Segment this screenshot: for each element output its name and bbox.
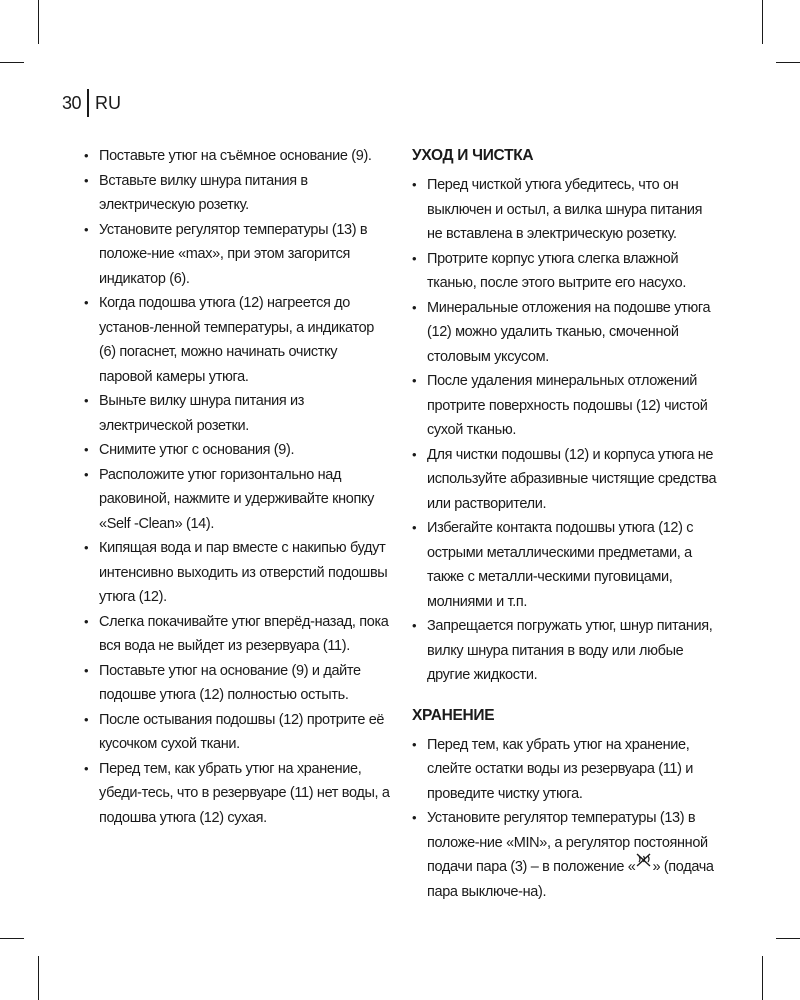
crop-mark-right-upper [776, 62, 800, 63]
list-item: • Выньте вилку шнура питания из электрической розетки. [84, 389, 390, 438]
list-item: • Минеральные отложения на подошве утюга (12) можно удалить тканью, смоченной столовым уксусом. [412, 296, 717, 370]
list-item: • Перед тем, как убрать утюг на хранение, слейте остатки воды из резервуара (11) и проведите чистку утюга. [412, 733, 717, 807]
list-item: • Поставьте утюг на съёмное основание (9). [84, 144, 390, 169]
right-column [412, 144, 717, 904]
storage-item-text-end: » (подача пара выключе-на). [427, 859, 714, 900]
list-item: • Перед тем, как убрать утюг на хранение, убеди-тесь, что в резервуаре (11) нет воды, а подошва утюга (12) сухая. [84, 757, 390, 831]
language-label: RU [95, 92, 122, 113]
list-item: • Снимите утюг с основания (9). [84, 438, 390, 463]
list-item: • Для чистки подошвы (12) и корпуса утюга не используйте абразивные чистящие средства или растворители. [412, 443, 717, 517]
page-header [62, 88, 121, 118]
storage-item-text-start: Установите регулятор температуры (13) в положе-ние «MIN», а регулятор постоянной подачи пара (3) – в положение « [427, 810, 708, 875]
left-column [84, 144, 390, 830]
list-item: • После остывания подошвы (12) протрите её кусочком сухой ткани. [84, 708, 390, 757]
page-number: 30 [62, 92, 82, 113]
list-item: • Запрещается погружать утюг, шнур питания, вилку шнура питания в воду или любые другие жидкости. [412, 614, 717, 688]
list-item: • Когда подошва утюга (12) нагреется до установ-ленной температуры, а индикатор (6) погаснет, можно начинать очистку паровой камеры утюга. [84, 291, 390, 389]
storage-heading: ХРАНЕНИЕ [412, 706, 495, 724]
crop-mark-bottom-left [38, 956, 39, 1000]
list-item: • Поставьте утюг на основание (9) и дайте подошве утюга (12) полностью остыть. [84, 659, 390, 708]
list-item: • После удаления минеральных отложений протрите поверхность подошвы (12) чистой сухой тканью. [412, 369, 717, 443]
crop-mark-left-upper [0, 62, 24, 63]
self-clean-steps-list [84, 144, 390, 830]
list-item: • Протрите корпус утюга слегка влажной тканью, после этого вытрите его насухо. [412, 247, 717, 296]
list-item: • Перед чисткой утюга убедитесь, что он выключен и остыл, а вилка шнура питания не вставлена в электрическую розетку. [412, 173, 717, 247]
list-item: • Кипящая вода и пар вместе с накипью будут интенсивно выходить из отверстий подошвы утюга (12). [84, 536, 390, 610]
steam-off-icon [636, 852, 651, 868]
list-item: • Вставьте вилку шнура питания в электрическую розетку. [84, 169, 390, 218]
list-item: • Расположите утюг горизонтально над раковиной, нажмите и удерживайте кнопку «Self -Clean» (14). [84, 463, 390, 537]
crop-mark-bottom-right [762, 956, 763, 1000]
crop-mark-top-right [762, 0, 763, 44]
crop-mark-top-left [38, 0, 39, 44]
header-divider [87, 89, 89, 117]
care-list [412, 173, 717, 688]
care-heading: УХОД И ЧИСТКА [412, 147, 534, 164]
crop-mark-left-lower [0, 938, 24, 939]
storage-list [412, 733, 717, 905]
list-item [412, 806, 717, 904]
list-item: • Установите регулятор температуры (13) в положе-ние «max», при этом загорится индикатор (6). [84, 218, 390, 292]
list-item: • Слегка покачивайте утюг вперёд-назад, пока вся вода не выйдет из резервуара (11). [84, 610, 390, 659]
crop-mark-right-lower [776, 938, 800, 939]
list-item: • Избегайте контакта подошвы утюга (12) с острыми металлическими предметами, а также с металли-ческими пуговицами, молниями и т.п. [412, 516, 717, 614]
